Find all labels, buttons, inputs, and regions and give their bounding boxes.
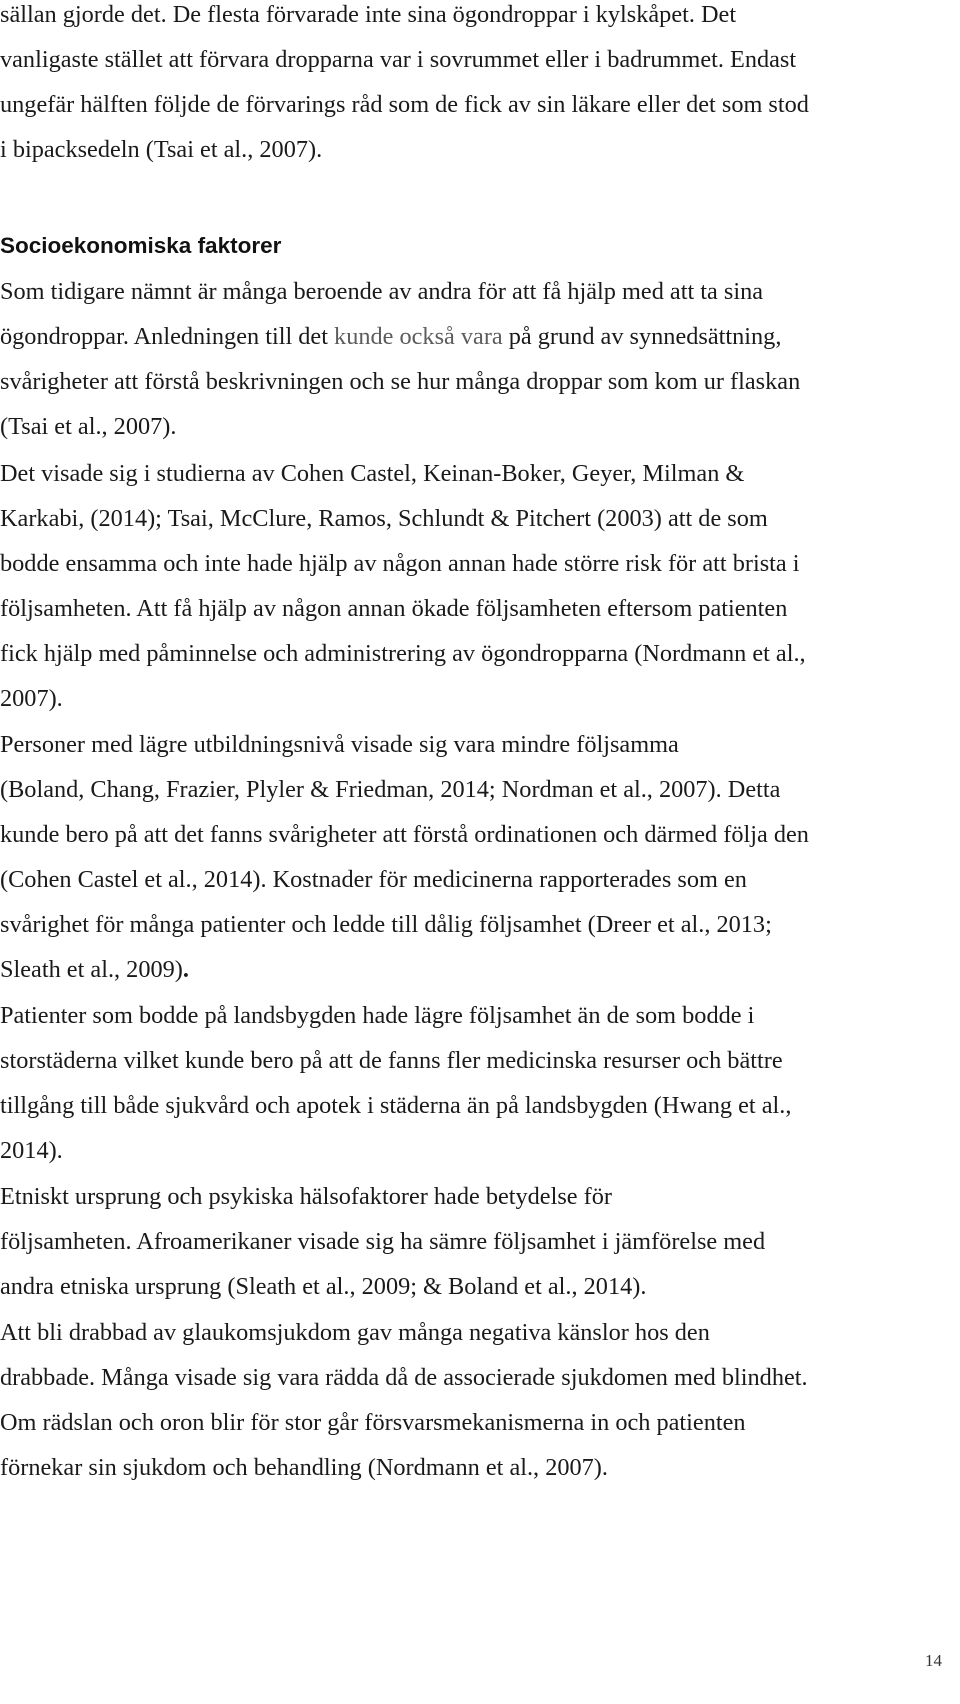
text-line: Etniskt ursprung och psykiska hälsofaktorer hade betydelse för xyxy=(0,1183,612,1210)
text-line: andra etniska ursprung (Sleath et al., 2009; & Boland et al., 2014). xyxy=(0,1273,647,1300)
text-line: följsamheten. Att få hjälp av någon annan ökade följsamheten eftersom patienten xyxy=(0,595,788,622)
paragraph-rural xyxy=(0,993,930,1173)
text-line: bodde ensamma och inte hade hjälp av någon annan hade större risk för att brista i xyxy=(0,550,800,577)
text-line: Om rädslan och oron blir för stor går försvarsmekanismerna in och patienten xyxy=(0,1409,746,1436)
text-line: Det visade sig i studierna av Cohen Castel, Keinan-Boker, Geyer, Milman & xyxy=(0,460,745,487)
text-line: följsamheten. Afroamerikaner visade sig ha sämre följsamhet i jämförelse med xyxy=(0,1228,766,1255)
paragraph-emotions xyxy=(0,1310,930,1490)
text-line: (Cohen Castel et al., 2014). Kostnader för medicinerna rapporterades som en xyxy=(0,866,747,893)
text-line: drabbade. Många visade sig vara rädda då de associerade sjukdomen med blindhet. xyxy=(0,1364,808,1391)
bold-period: . xyxy=(182,956,189,983)
text-line: vanligaste stället att förvara dropparna var i sovrummet eller i badrummet. Endast xyxy=(0,46,797,73)
text-segment: ögondroppar. Anledningen till det xyxy=(0,323,335,350)
text-line: tillgång till både sjukvård och apotek i städerna än på landsbygden (Hwang et al., xyxy=(0,1092,792,1119)
paragraph-living-alone xyxy=(0,451,930,721)
paragraph-ethnicity xyxy=(0,1174,930,1309)
paragraph-education xyxy=(0,722,930,992)
text-line xyxy=(0,947,930,992)
text-line: Personer med lägre utbildningsnivå visade sig vara mindre följsamma xyxy=(0,731,679,758)
text-line: (Tsai et al., 2007). xyxy=(0,413,177,440)
intro-paragraph xyxy=(0,0,930,172)
text-line: förnekar sin sjukdom och behandling (Nordmann et al., 2007). xyxy=(0,1454,608,1481)
text-line: Patienter som bodde på landsbygden hade lägre följsamhet än de som bodde i xyxy=(0,1002,755,1029)
text-line: sällan gjorde det. De flesta förvarade inte sina ögondroppar i kylskåpet. Det xyxy=(0,1,737,28)
text-line: svårigheter att förstå beskrivningen och se hur många droppar som kom ur flaskan xyxy=(0,368,801,395)
text-line: svårighet för många patienter och ledde till dålig följsamhet (Dreer et al., 2013; xyxy=(0,911,772,938)
text-line: Som tidigare nämnt är många beroende av andra för att få hjälp med att ta sina xyxy=(0,278,764,305)
page-number: 14 xyxy=(925,1651,942,1670)
text-line: ungefär hälften följde de förvarings råd som de fick av sin läkare eller det som stod xyxy=(0,91,809,118)
text-line: storstäderna vilket kunde bero på att de fanns fler medicinska resurser och bättre xyxy=(0,1047,783,1074)
text-line: i bipacksedeln (Tsai et al., 2007). xyxy=(0,136,323,163)
text-line: kunde bero på att det fanns svårigheter att förstå ordinationen och därmed följa den xyxy=(0,821,809,848)
paragraph-dependence xyxy=(0,269,930,449)
section-heading: Socioekonomiska faktorer xyxy=(0,233,282,258)
text-line: (Boland, Chang, Frazier, Plyler & Friedman, 2014; Nordman et al., 2007). Detta xyxy=(0,776,781,803)
muted-text-segment: kunde också vara xyxy=(334,323,503,350)
text-line: Karkabi, (2014); Tsai, McClure, Ramos, Schlundt & Pitchert (2003) att de som xyxy=(0,505,768,532)
text-line xyxy=(0,314,930,359)
text-line: Att bli drabbad av glaukomsjukdom gav många negativa känslor hos den xyxy=(0,1319,710,1346)
text-segment: på grund av synnedsättning, xyxy=(502,323,782,350)
text-line: 2014). xyxy=(0,1137,63,1164)
text-line: 2007). xyxy=(0,685,63,712)
text-segment: Sleath et al., 2009) xyxy=(0,956,183,983)
text-line: fick hjälp med påminnelse och administrering av ögondropparna (Nordmann et al., xyxy=(0,640,806,667)
